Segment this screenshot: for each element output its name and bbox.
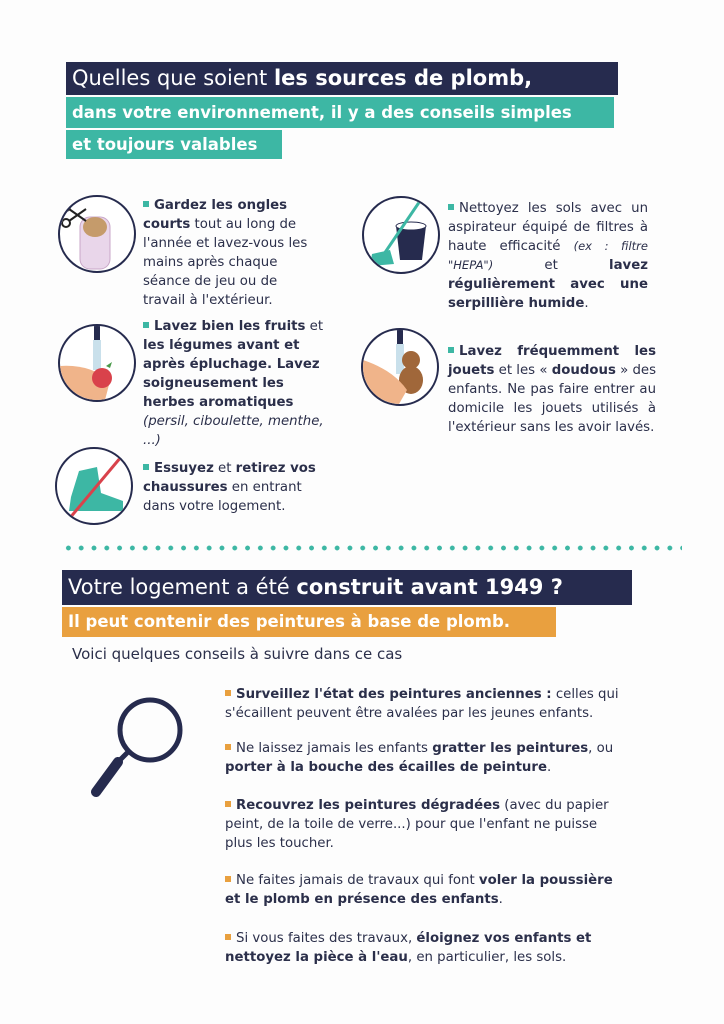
- tip-bold: doudous: [551, 363, 616, 378]
- tip-text: en entrant dans votre logement.: [143, 480, 302, 514]
- tip-fruits: [143, 317, 328, 450]
- bullet-icon: [143, 464, 149, 470]
- tip-text: .: [498, 892, 503, 907]
- tip-text: et les «: [494, 363, 552, 378]
- tip-text: et: [493, 258, 610, 273]
- tip-text: » des enfants. Ne pas faire entrer au domicile les jouets utilisés à l'extérieur sans les avoir lavés.: [448, 363, 656, 435]
- tip-text: , ou: [588, 741, 614, 756]
- tip-bold: retirez vos chaussures: [143, 461, 316, 495]
- tip-text: (avec du papier peint, de la toile de verre...) pour que l'enfant ne puisse plus les toucher.: [225, 798, 609, 851]
- tip-text: Si vous faites des travaux,: [236, 931, 417, 946]
- nail-scissors-icon: [58, 195, 136, 273]
- tip-italic: (ex : filtre "HEPA"): [448, 239, 648, 272]
- tip-text: Ne faites jamais de travaux qui font: [236, 873, 479, 888]
- tip-bold: gratter les peintures: [432, 741, 589, 756]
- tip-bold: lavez régulièrement avec une serpillière humide: [448, 258, 648, 311]
- section1-subtitle-1: dans votre environnement, il y a des conseils simples: [66, 97, 614, 128]
- wash-toy-icon: [361, 328, 439, 406]
- bullet-icon: [225, 934, 231, 940]
- tip-toys: [448, 342, 656, 437]
- mop-bucket-icon: [362, 196, 440, 274]
- bullet-icon: [448, 204, 454, 210]
- tip-cover-paint: [225, 796, 625, 853]
- tip-text: Nettoyez les sols avec un aspirateur équipé de filtres à haute efficacité: [448, 201, 648, 254]
- bullet-icon: [143, 201, 149, 207]
- tip-bold: porter à la bouche des écailles de peinture: [225, 760, 547, 775]
- tip-shoes: [143, 459, 323, 516]
- title-normal: Quelles que soient: [72, 66, 274, 90]
- title-normal: Votre logement a été: [68, 575, 297, 599]
- tip-italic: (persil, ciboulette, menthe, ...): [143, 414, 324, 448]
- section2-intro: Voici quelques conseils à suivre dans ce cas: [72, 645, 403, 663]
- tip-text: , en particulier, les sols.: [407, 950, 567, 965]
- tip-text: et: [305, 319, 324, 334]
- title-bold: les sources de plomb,: [273, 66, 533, 90]
- bullet-icon: [225, 690, 231, 696]
- tip-text: .: [584, 296, 589, 311]
- tip-works: [225, 929, 625, 967]
- tip-no-scratch: [225, 739, 625, 777]
- magnifying-glass-icon: [88, 692, 193, 806]
- tip-text: celles qui s'écaillent peuvent être avalées par les jeunes enfants.: [225, 687, 619, 721]
- tip-bold: Surveillez l'état des peintures anciennes :: [236, 687, 552, 702]
- section1-subtitle-2: et toujours valables: [66, 130, 282, 159]
- bullet-icon: [143, 322, 149, 328]
- tip-bold: Gardez les ongles courts: [143, 198, 288, 232]
- tip-text: et: [213, 461, 236, 476]
- tip-monitor-paint: [225, 685, 625, 723]
- tip-text: tout au long de l'année et lavez-vous les mains après chaque séance de jeu ou de travail à l'extérieur.: [143, 217, 308, 308]
- section2-title: [62, 570, 632, 605]
- bullet-icon: [225, 876, 231, 882]
- tip-bold: Essuyez: [154, 461, 214, 476]
- tip-no-dust: [225, 871, 625, 909]
- tip-bold: Lavez bien les fruits: [154, 319, 306, 334]
- tip-bold: Recouvrez les peintures dégradées: [236, 798, 501, 813]
- section2-subtitle: Il peut contenir des peintures à base de plomb.: [62, 607, 556, 637]
- bullet-icon: [448, 347, 454, 353]
- dotted-divider: [62, 545, 682, 551]
- bullet-icon: [225, 744, 231, 750]
- tip-bold: Lavez fréquemment les jouets: [448, 344, 656, 378]
- tip-text: .: [546, 760, 552, 775]
- tip-bold: éloignez vos enfants et nettoyez la pièce à l'eau: [225, 931, 592, 965]
- wash-fruit-icon: [58, 324, 136, 402]
- tip-text: Ne laissez jamais les enfants: [236, 741, 433, 756]
- no-shoes-icon: [55, 447, 133, 525]
- tip-bold: voler la poussière et le plomb en présence des enfants: [225, 873, 613, 907]
- tip-nails: [143, 196, 323, 310]
- bullet-icon: [225, 801, 231, 807]
- tip-bold: les légumes avant et après épluchage. Lavez soigneusement les herbes aromatiques: [143, 338, 320, 410]
- tip-floors: [448, 199, 648, 313]
- section1-title: [66, 62, 618, 95]
- title-bold: construit avant 1949 ?: [296, 575, 563, 599]
